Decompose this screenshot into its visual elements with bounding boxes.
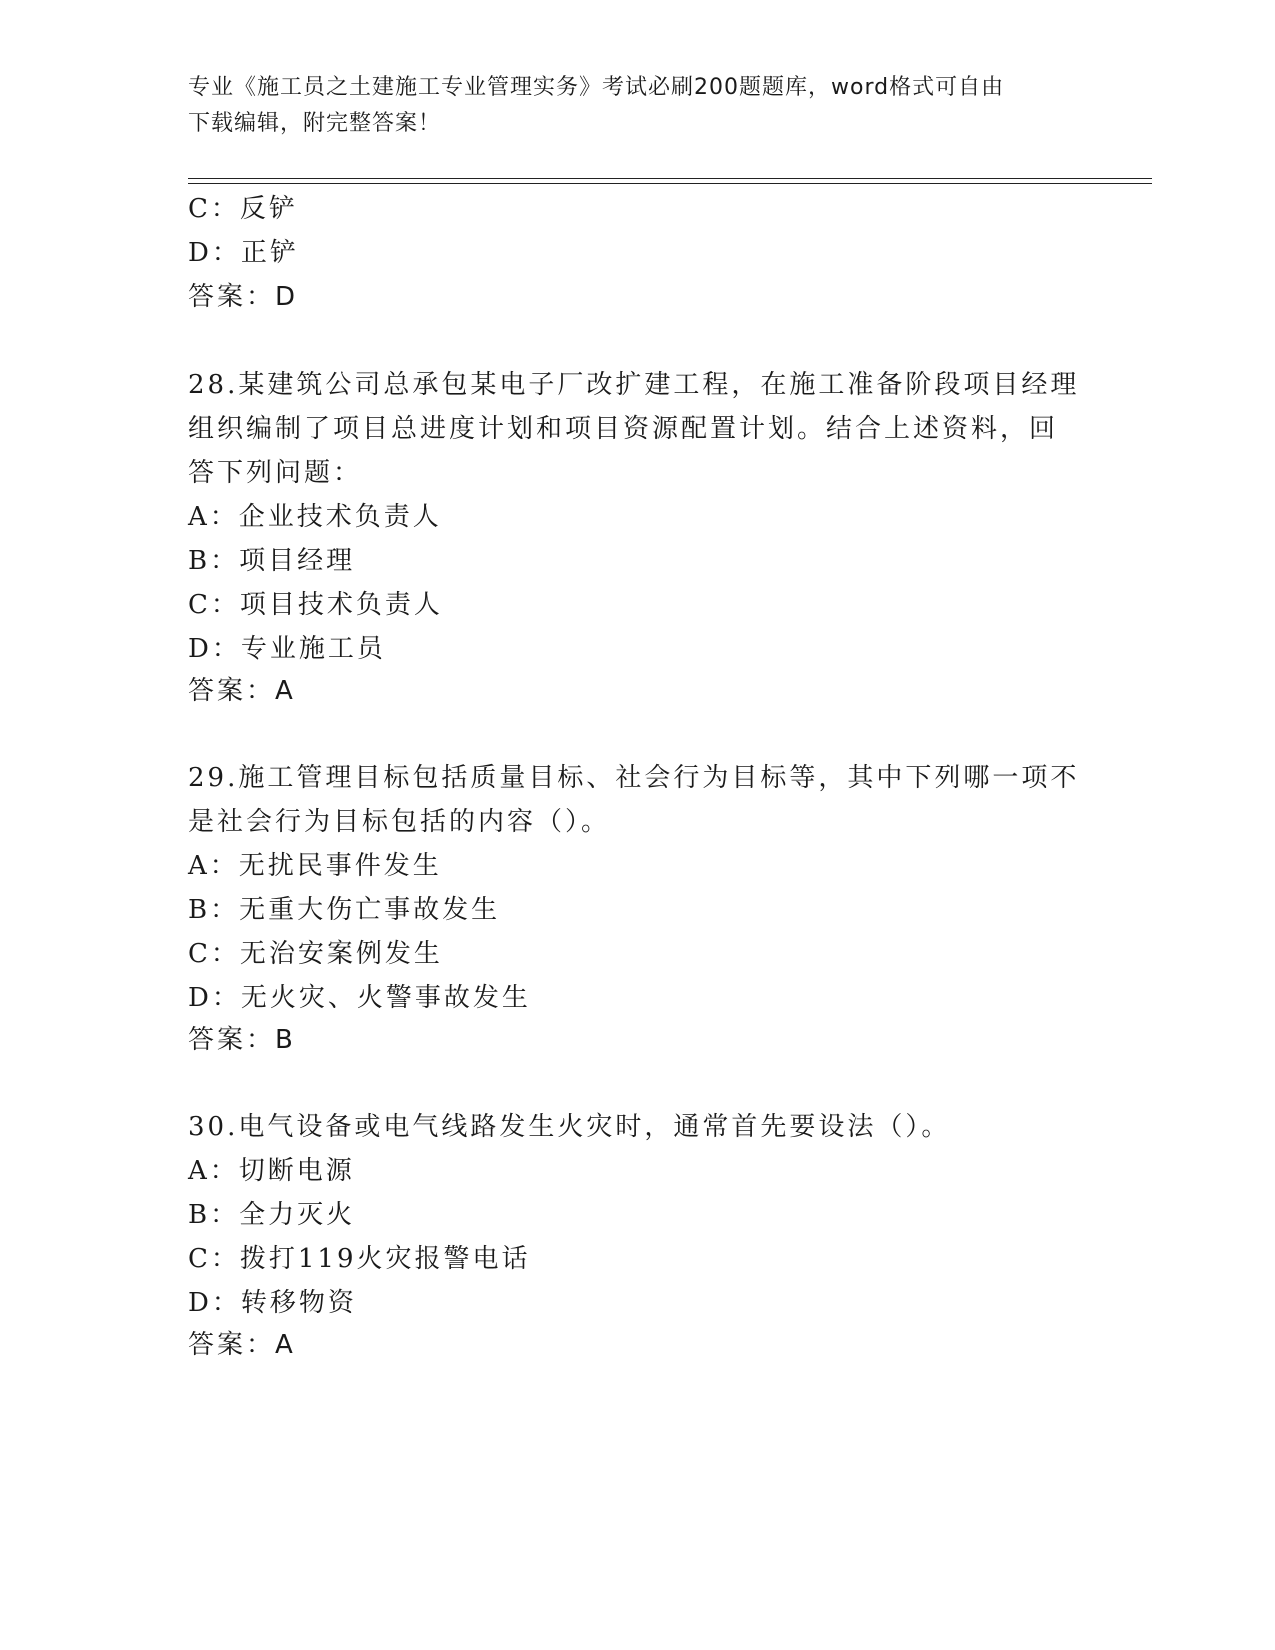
q29-option-a: A：无扰民事件发生: [188, 851, 442, 881]
q28-option-c: C：项目技术负责人: [188, 590, 443, 620]
header-line-1: 专业《施工员之土建施工专业管理实务》考试必刷200题题库，word格式可自由: [188, 75, 1005, 100]
q28-stem-line-1: 28.某建筑公司总承包某电子厂改扩建工程，在施工准备阶段项目经理: [188, 370, 1080, 400]
q29-option-b: B：无重大伤亡事故发生: [188, 895, 501, 925]
q30-answer: 答案：A: [188, 1330, 296, 1360]
header-line-2: 下载编辑，附完整答案！: [188, 111, 442, 136]
q27-option-d: D：正铲: [188, 238, 299, 268]
q27-answer: 答案：D: [188, 282, 299, 312]
q28-answer: 答案：A: [188, 676, 296, 706]
q29-option-c: C：无治安案例发生: [188, 939, 443, 969]
q28-stem-line-2: 组织编制了项目总进度计划和项目资源配置计划。结合上述资料，回: [188, 414, 1059, 444]
q29-stem-line-2: 是社会行为目标包括的内容（）。: [188, 807, 611, 837]
q30-option-a: A：切断电源: [188, 1156, 355, 1186]
q28-option-b: B：项目经理: [188, 546, 356, 576]
header-divider-top: [188, 178, 1152, 179]
q29-option-d: D：无火灾、火警事故发生: [188, 983, 531, 1013]
q28-stem-line-3: 答下列问题：: [188, 458, 363, 488]
q29-answer: 答案：B: [188, 1025, 296, 1055]
q29-stem-line-1: 29.施工管理目标包括质量目标、社会行为目标等，其中下列哪一项不: [188, 763, 1080, 793]
header-divider-bottom: [188, 183, 1152, 184]
q28-option-a: A：企业技术负责人: [188, 502, 442, 532]
document-header: [188, 70, 1088, 142]
q27-option-c: C：反铲: [188, 194, 298, 224]
q30-stem-line-1: 30.电气设备或电气线路发生火灾时，通常首先要设法（）。: [188, 1112, 951, 1142]
q30-option-c: C：拨打119火灾报警电话: [188, 1244, 531, 1274]
q30-option-b: B：全力灭火: [188, 1200, 356, 1230]
q28-option-d: D：专业施工员: [188, 634, 386, 664]
q30-option-d: D：转移物资: [188, 1288, 357, 1318]
